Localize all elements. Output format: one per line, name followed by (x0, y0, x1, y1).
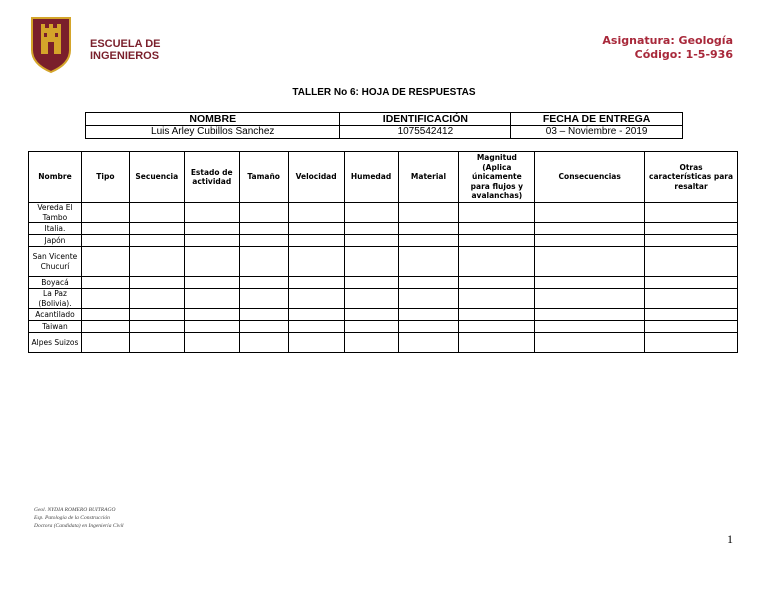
answer-cell (129, 223, 184, 235)
row-location-name: Alpes Suizos (29, 333, 82, 353)
school-shield-logo (30, 16, 72, 74)
footer-line3: Doctora (Candidata) en Ingeniería Civil (34, 523, 124, 529)
answer-cell (344, 309, 398, 321)
answer-cell (459, 309, 535, 321)
answer-cell (535, 289, 645, 309)
answer-cell (81, 247, 129, 277)
answer-cell (239, 277, 288, 289)
answer-cell (239, 321, 288, 333)
table-row (29, 247, 738, 277)
answer-cell (129, 247, 184, 277)
footer-line2: Esp. Patología de la Construcción (34, 515, 110, 521)
answer-cell (535, 309, 645, 321)
answer-cell (344, 289, 398, 309)
row-location-name: San Vicente Chucurí (29, 247, 82, 277)
answer-cell (459, 333, 535, 353)
answer-cell (184, 309, 239, 321)
answer-cell (239, 309, 288, 321)
answer-cell (535, 321, 645, 333)
answers-table (28, 151, 738, 353)
answer-cell (459, 223, 535, 235)
answer-cell (184, 321, 239, 333)
answer-cell (645, 235, 738, 247)
answer-cell (184, 203, 239, 223)
delivery-date: 03 – Noviembre - 2019 (511, 126, 683, 139)
answer-cell (344, 321, 398, 333)
footer-signature (34, 506, 124, 530)
page-title: TALLER No 6: HOJA DE RESPUESTAS (292, 87, 476, 98)
answer-cell (535, 333, 645, 353)
info-header-row (86, 113, 683, 126)
student-info-table (85, 112, 683, 139)
answer-cell (535, 203, 645, 223)
row-location-name: Vereda El Tambo (29, 203, 82, 223)
info-header-name: NOMBRE (86, 113, 340, 126)
answer-cell (459, 289, 535, 309)
answer-cell (184, 289, 239, 309)
answer-cell (645, 203, 738, 223)
answer-cell (459, 203, 535, 223)
answer-cell (239, 289, 288, 309)
answer-cell (184, 223, 239, 235)
course-name: Asignatura: Geología (602, 34, 733, 47)
answer-cell (239, 235, 288, 247)
row-location-name: Boyacá (29, 277, 82, 289)
column-header: Estado de actividad (184, 152, 239, 203)
column-header: Humedad (344, 152, 398, 203)
answer-cell (81, 333, 129, 353)
info-header-date: FECHA DE ENTREGA (511, 113, 683, 126)
answer-cell (129, 321, 184, 333)
column-header: Material (398, 152, 459, 203)
answer-cell (344, 235, 398, 247)
row-location-name: Acantilado (29, 309, 82, 321)
course-info (602, 34, 733, 62)
info-value-row (86, 126, 683, 139)
answer-cell (459, 235, 535, 247)
answer-cell (645, 277, 738, 289)
answer-cell (344, 333, 398, 353)
student-id: 1075542412 (340, 126, 511, 139)
school-name-line2: INGENIEROS (90, 50, 160, 62)
answer-cell (81, 321, 129, 333)
answer-cell (398, 321, 459, 333)
answer-cell (344, 247, 398, 277)
column-header: Tamaño (239, 152, 288, 203)
column-header: Velocidad (288, 152, 344, 203)
answer-cell (459, 321, 535, 333)
answer-cell (239, 247, 288, 277)
column-header: Nombre (29, 152, 82, 203)
answer-cell (239, 333, 288, 353)
answer-cell (288, 289, 344, 309)
answer-cell (398, 203, 459, 223)
answer-cell (288, 321, 344, 333)
answer-cell (239, 223, 288, 235)
answer-cell (645, 309, 738, 321)
answer-cell (398, 223, 459, 235)
answer-cell (535, 223, 645, 235)
answer-cell (129, 277, 184, 289)
answer-cell (398, 309, 459, 321)
table-row (29, 223, 738, 235)
column-header: Tipo (81, 152, 129, 203)
row-location-name: Japón (29, 235, 82, 247)
answer-cell (398, 333, 459, 353)
answer-cell (129, 333, 184, 353)
answer-cell (288, 247, 344, 277)
table-row (29, 321, 738, 333)
table-row (29, 235, 738, 247)
answer-cell (81, 223, 129, 235)
answer-cell (81, 203, 129, 223)
answer-cell (288, 223, 344, 235)
answer-cell (81, 289, 129, 309)
column-header: Magnitud (Aplica únicamente para flujos y avalanchas) (459, 152, 535, 203)
answer-cell (81, 309, 129, 321)
table-row (29, 277, 738, 289)
column-header: Consecuencias (535, 152, 645, 203)
student-name: Luis Arley Cubillos Sanchez (86, 126, 340, 139)
answer-cell (344, 223, 398, 235)
answer-cell (535, 247, 645, 277)
answer-cell (344, 203, 398, 223)
table-row (29, 309, 738, 321)
answer-cell (129, 203, 184, 223)
answer-cell (288, 235, 344, 247)
table-row (29, 203, 738, 223)
page-number: 1 (727, 532, 733, 546)
answer-cell (288, 203, 344, 223)
answer-cell (184, 235, 239, 247)
answer-cell (288, 277, 344, 289)
answer-cell (535, 235, 645, 247)
row-location-name: Taiwan (29, 321, 82, 333)
answer-cell (398, 247, 459, 277)
answer-cell (645, 321, 738, 333)
row-location-name: La Paz (Bolivia). (29, 289, 82, 309)
course-code: Código: 1-5-936 (634, 48, 733, 61)
school-name (90, 38, 161, 62)
answer-cell (184, 333, 239, 353)
answer-cell (535, 277, 645, 289)
answer-cell (459, 277, 535, 289)
answer-cell (184, 277, 239, 289)
answer-cell (645, 333, 738, 353)
school-name-line1: ESCUELA DE (90, 38, 161, 50)
answer-cell (184, 247, 239, 277)
answer-cell (645, 289, 738, 309)
answer-cell (288, 309, 344, 321)
info-header-id: IDENTIFICACIÓN (340, 113, 511, 126)
answer-cell (398, 289, 459, 309)
answer-cell (81, 277, 129, 289)
answers-header-row (29, 152, 738, 203)
answer-cell (398, 277, 459, 289)
answer-cell (81, 235, 129, 247)
answer-cell (239, 203, 288, 223)
answer-cell (288, 333, 344, 353)
column-header: Secuencia (129, 152, 184, 203)
footer-line1: Geol. NYDIA ROMERO BUITRAGO (34, 507, 116, 513)
answer-cell (344, 277, 398, 289)
table-row (29, 333, 738, 353)
answer-cell (645, 223, 738, 235)
answer-cell (129, 235, 184, 247)
answer-cell (459, 247, 535, 277)
answer-cell (129, 289, 184, 309)
row-location-name: Italia. (29, 223, 82, 235)
table-row (29, 289, 738, 309)
answer-cell (398, 235, 459, 247)
answer-cell (645, 247, 738, 277)
answer-cell (129, 309, 184, 321)
column-header: Otras características para resaltar (645, 152, 738, 203)
